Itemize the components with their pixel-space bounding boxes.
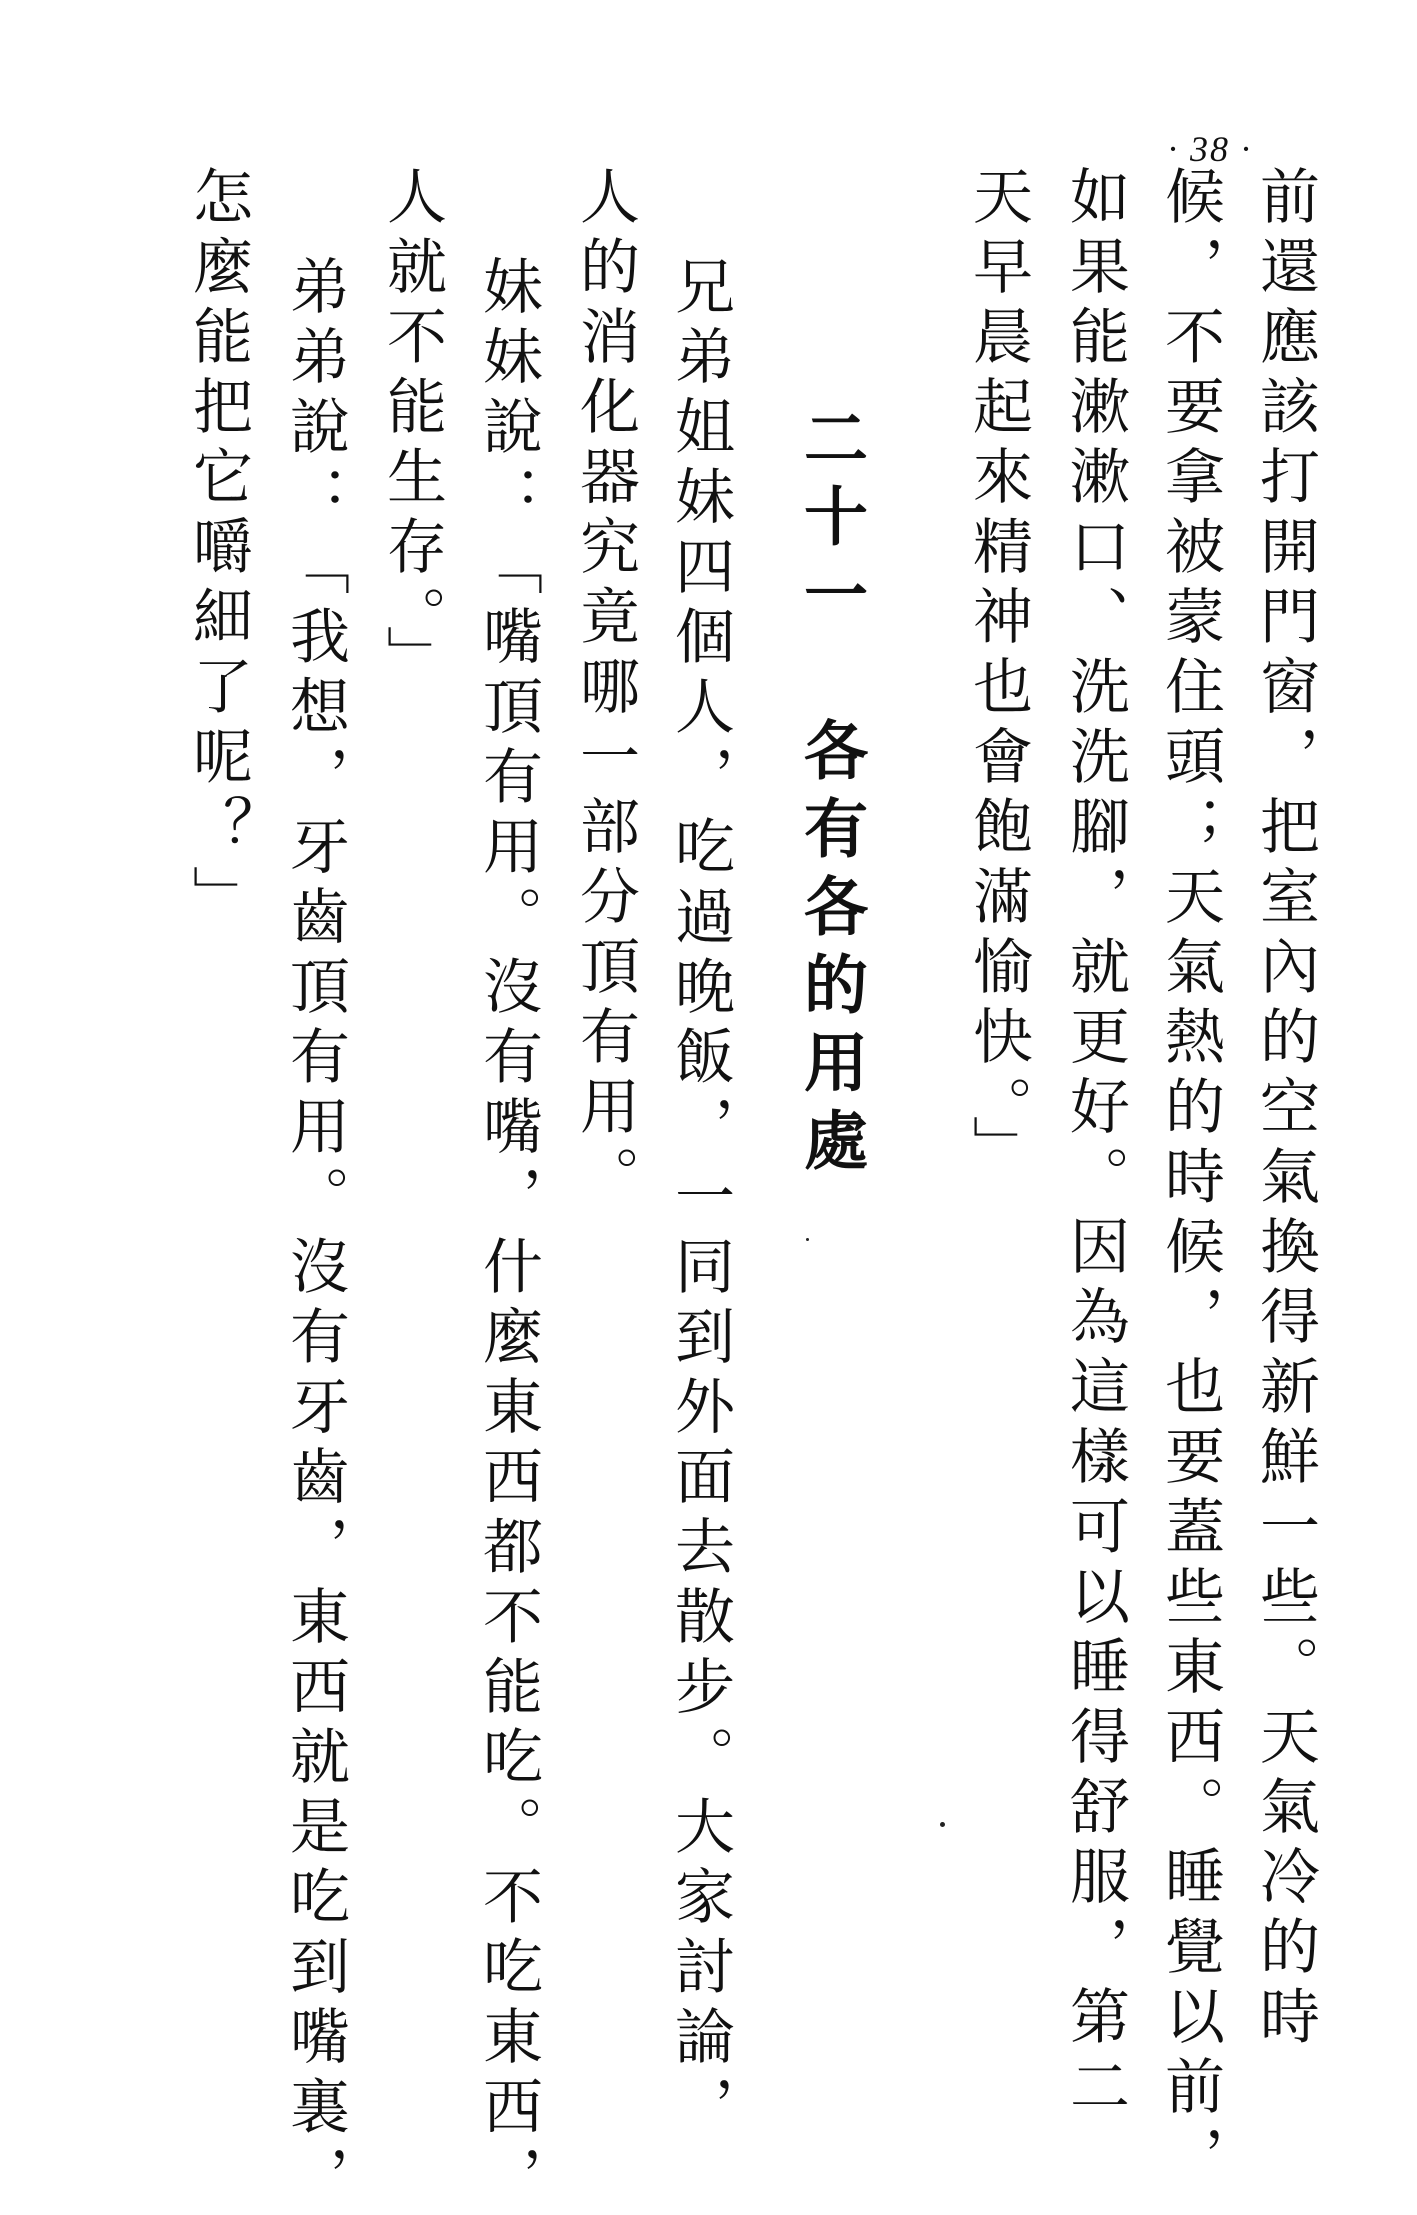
page-number: · 38 ·	[1168, 129, 1252, 169]
section-heading: 二十一 各有各的用處	[793, 405, 868, 1185]
text-column-8: 妹妹說：「嘴頂有用。沒有嘴，什麼東西都不能吃。不吃東西，	[473, 255, 543, 2215]
text-column-10: 弟弟說：「我想，牙齒頂有用。沒有牙齒，東西就是吃到嘴裏，	[280, 255, 350, 2215]
text-column-1: 前還應該打開門窗，把室內的空氣換得新鮮一些。天氣冷的時	[1250, 165, 1320, 2055]
ink-speck	[806, 1238, 809, 1241]
text-column-4: 天早晨起來精神也會飽滿愉快。」	[963, 165, 1033, 1185]
text-column-9: 人就不能生存。」	[377, 165, 447, 695]
text-column-2: 候，不要拿被蒙住頭；天氣熱的時候，也要蓋些東西。睡覺以前，	[1155, 165, 1225, 2195]
text-column-6: 兄弟姐妹四個人，吃過晚飯，一同到外面去散步。大家討論，	[665, 255, 735, 2145]
text-column-7: 人的消化器究竟哪一部分頂有用。	[570, 165, 640, 1215]
text-column-3: 如果能漱漱口、洗洗腳，就更好。因為這樣可以睡得舒服，第二	[1060, 165, 1130, 2125]
ink-speck	[940, 1822, 945, 1827]
text-column-11: 怎麼能把它嚼細了呢？」	[183, 165, 253, 935]
